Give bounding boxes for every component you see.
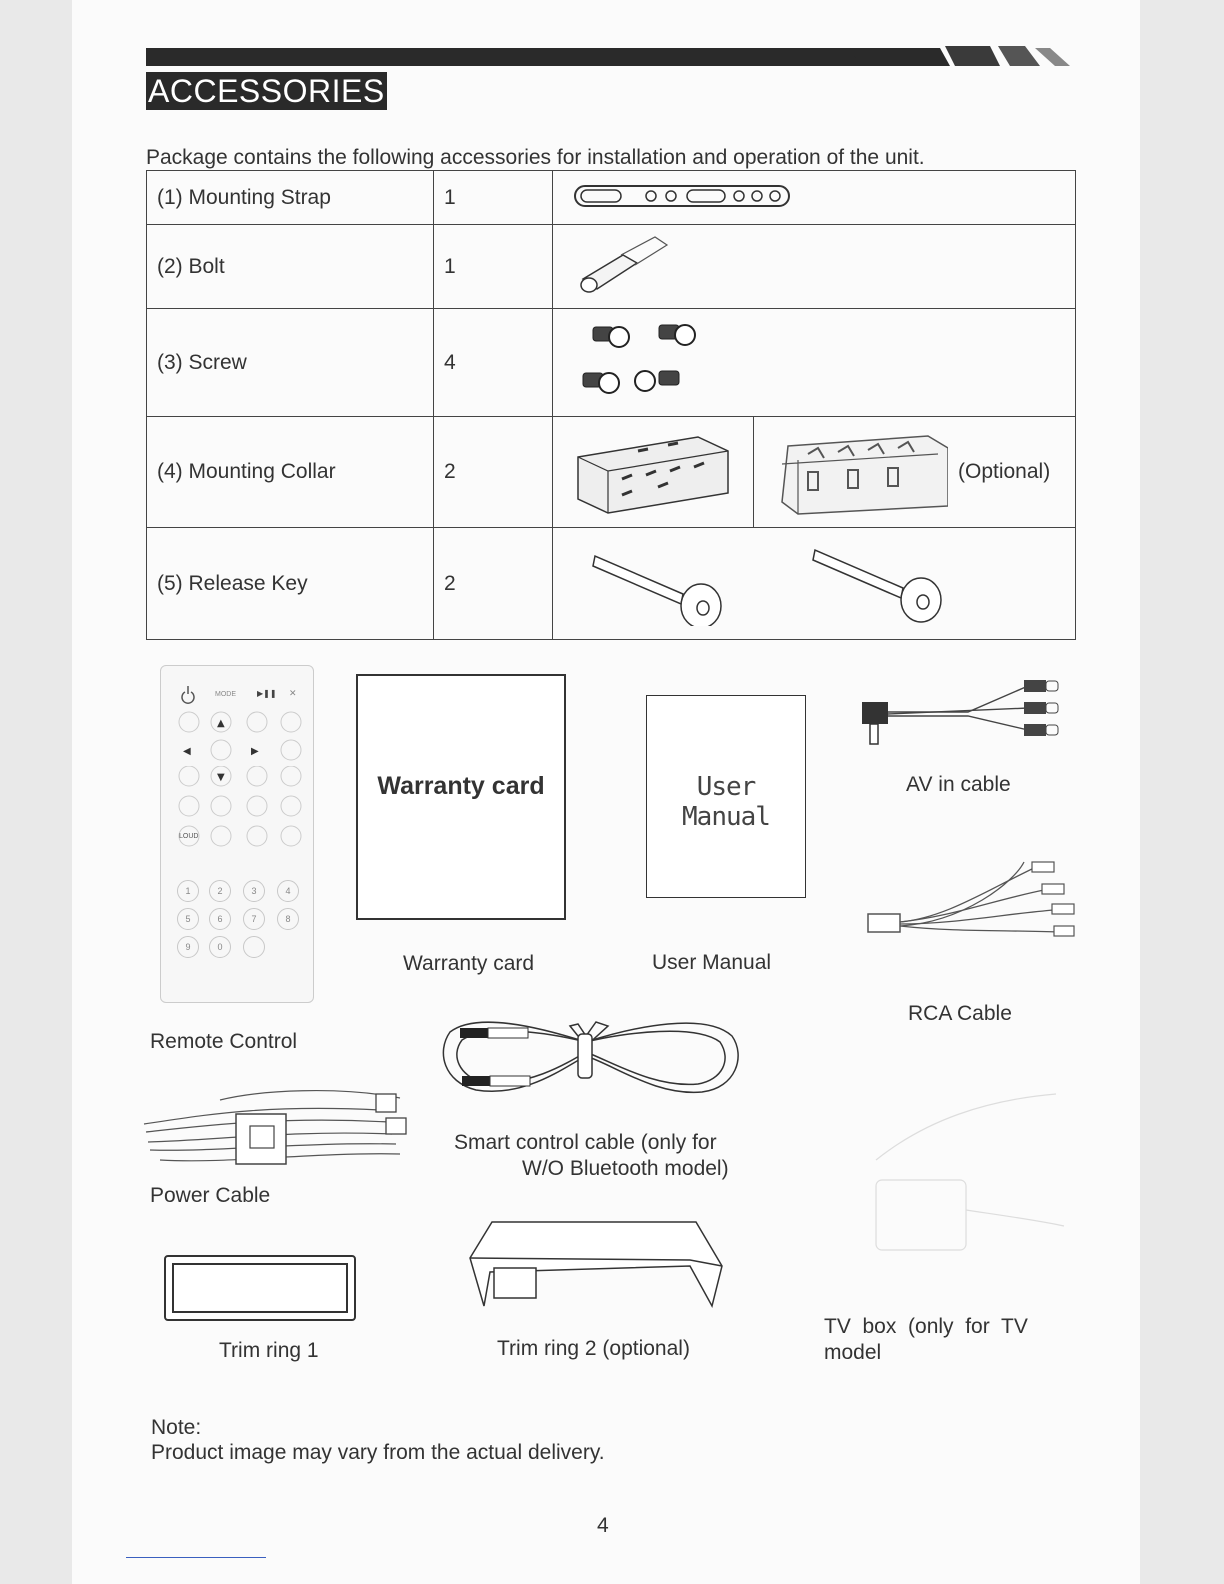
user-manual-title: User Manual (682, 772, 770, 832)
remote-top-buttons (171, 680, 305, 780)
trim-ring-2-label: Trim ring 2 (optional) (497, 1337, 690, 1360)
note-text: Product image may vary from the actual delivery. (151, 1441, 605, 1464)
remote-button-5: 5 (177, 908, 199, 930)
svg-text:▲: ▲ (217, 718, 225, 729)
tv-box-label-line1: TV box (only for TV (824, 1315, 1028, 1338)
release-keys-icon (563, 536, 1063, 626)
svg-text:LOUD: LOUD (179, 833, 199, 840)
remote-control-image (160, 665, 314, 1003)
svg-text:MODE: MODE (215, 691, 236, 698)
table-row (147, 225, 1076, 309)
remote-button-0: 0 (209, 936, 231, 958)
svg-text:▶: ▶ (251, 746, 259, 757)
trim-ring-1-image (164, 1255, 356, 1321)
remote-button-4: 4 (277, 880, 299, 902)
av-in-cable-icon (858, 672, 1070, 752)
tv-box-label-line2: model (824, 1341, 882, 1364)
remote-button-3: 3 (243, 880, 265, 902)
remote-button-8: 8 (277, 908, 299, 930)
svg-text:✕: ✕ (289, 688, 297, 698)
power-cable-label: Power Cable (150, 1184, 271, 1207)
warranty-card-image (356, 674, 566, 920)
mounting-strap-icon (563, 180, 803, 210)
optional-mounting-collar-icon (768, 424, 948, 520)
smart-control-cable-label-line1: Smart control cable (only for (454, 1131, 717, 1154)
item-name: (4) Mounting Collar (147, 417, 434, 528)
av-in-cable-label: AV in cable (906, 773, 1011, 796)
remote-middle-buttons (171, 766, 305, 866)
table-row (147, 528, 1076, 640)
item-name: (5) Release Key (147, 528, 434, 640)
remote-button-extra (243, 936, 265, 958)
svg-text:◀: ◀ (183, 746, 191, 757)
remote-button-2: 2 (209, 880, 231, 902)
accessories-table (146, 170, 1076, 640)
remote-button-6: 6 (209, 908, 231, 930)
bottom-rule (126, 1557, 266, 1558)
rca-cable-label: RCA Cable (908, 1002, 1012, 1025)
svg-text:▼: ▼ (217, 772, 225, 783)
item-image (553, 225, 1076, 309)
power-cable-icon (140, 1080, 420, 1180)
item-image (553, 309, 1076, 417)
note-label: Note: (151, 1416, 202, 1439)
item-name: (3) Screw (147, 309, 434, 417)
tv-box-icon (866, 1080, 1066, 1260)
trim-ring-2-icon (464, 1214, 726, 1314)
table-row (147, 171, 1076, 225)
screws-icon (563, 315, 713, 405)
remote-control-label: Remote Control (150, 1030, 298, 1053)
warranty-card-label: Warranty card (403, 952, 535, 975)
item-quantity: 2 (434, 417, 553, 528)
item-quantity: 2 (434, 528, 553, 640)
mounting-collar-icon (568, 427, 738, 517)
remote-button-7: 7 (243, 908, 265, 930)
table-row (147, 309, 1076, 417)
trim-ring-1-label: Trim ring 1 (219, 1339, 319, 1362)
section-title: ACCESSORIES (148, 73, 385, 109)
bolt-icon (563, 229, 683, 299)
remote-button-9: 9 (177, 936, 199, 958)
svg-text:▶❚❚: ▶❚❚ (257, 689, 277, 698)
optional-label: (Optional) (958, 460, 1051, 483)
smart-control-cable-icon (436, 1006, 746, 1106)
user-manual-image (646, 695, 806, 898)
header-stripes-decoration (850, 40, 1090, 80)
table-row (147, 417, 1076, 528)
remote-button-1: 1 (177, 880, 199, 902)
item-image (553, 171, 1076, 225)
smart-control-cable-label-line2: W/O Bluetooth model) (522, 1157, 729, 1180)
page-number: 4 (597, 1514, 609, 1537)
item-quantity: 4 (434, 309, 553, 417)
item-quantity: 1 (434, 171, 553, 225)
rca-cable-icon (864, 852, 1078, 952)
item-name: (1) Mounting Strap (147, 171, 434, 225)
item-image (553, 417, 1076, 528)
item-name: (2) Bolt (147, 225, 434, 309)
warranty-card-title: Warranty card (377, 772, 545, 800)
header-bar (146, 48, 861, 66)
intro-text: Package contains the following accessories for installation and operation of the unit. (146, 146, 925, 169)
item-quantity: 1 (434, 225, 553, 309)
item-image (553, 528, 1076, 640)
user-manual-label: User Manual (652, 951, 772, 974)
